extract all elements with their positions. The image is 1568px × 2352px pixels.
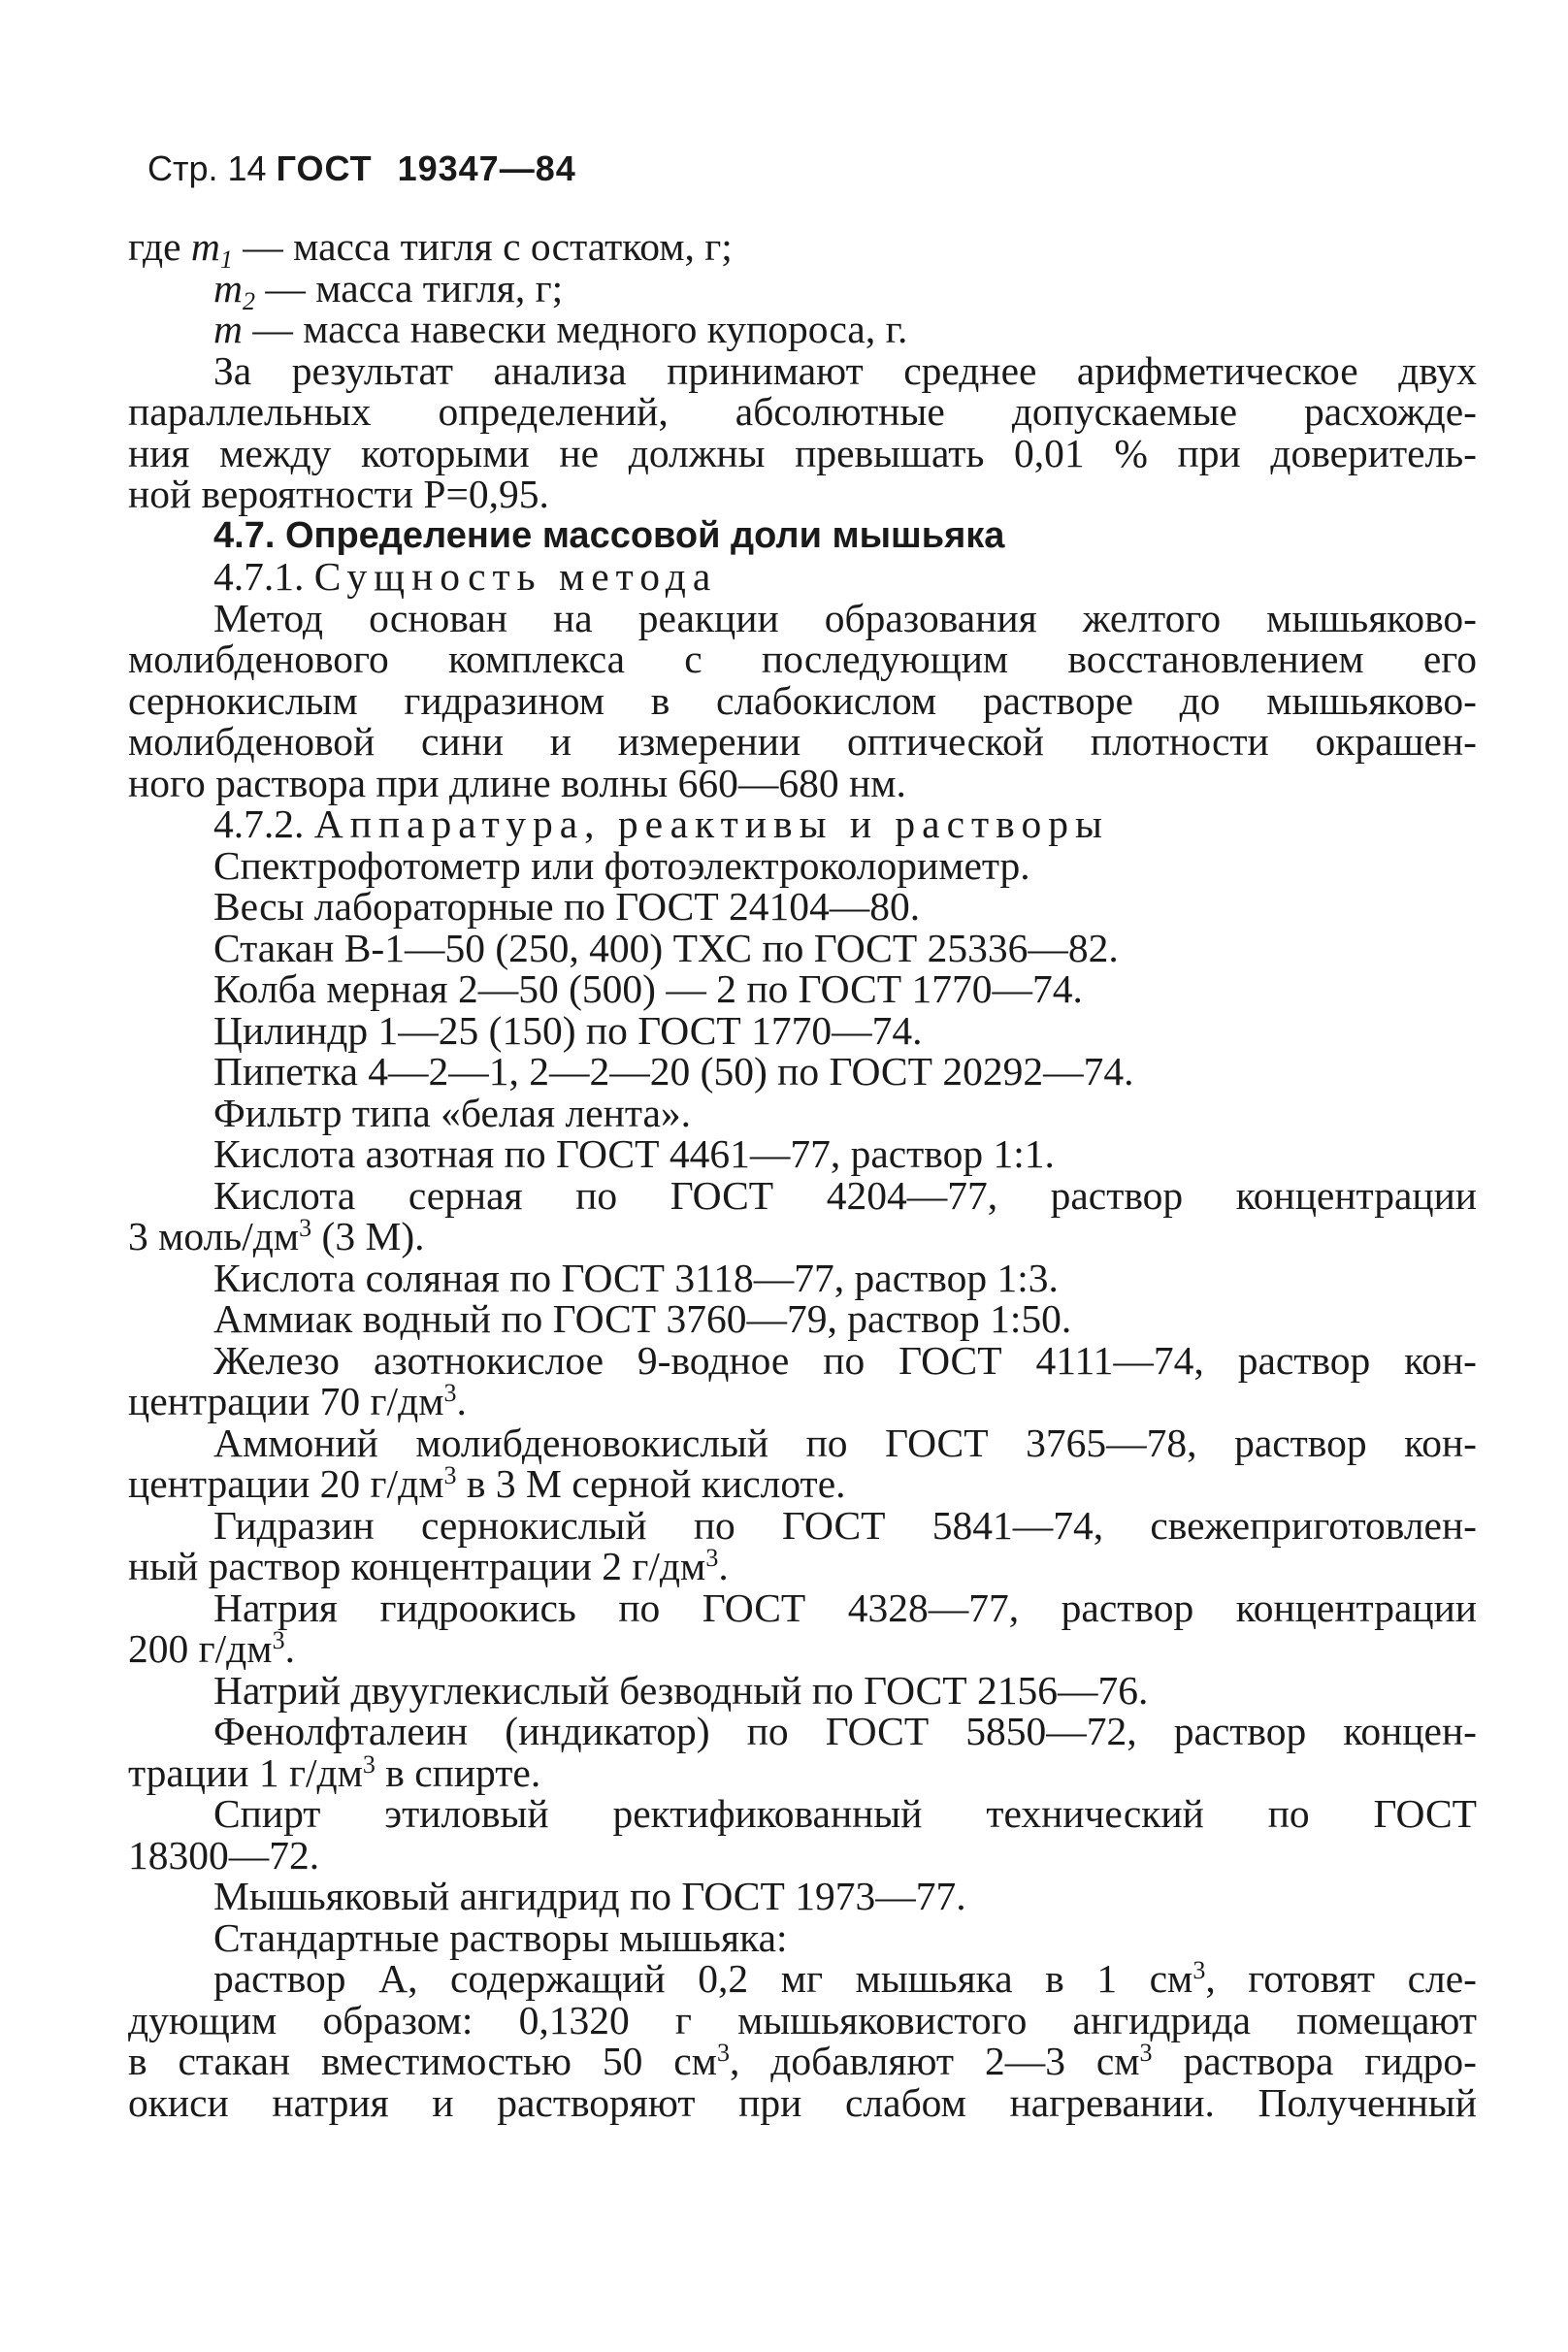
page-body	[128, 226, 1477, 2123]
method-line-4: молибденовой сини и измерении оптической плотности окрашен-	[128, 719, 1477, 764]
section-heading-4-7-1: 4.7.1. Сущность метода	[213, 554, 718, 599]
equipment-item: Фильтр типа «белая лента».	[213, 1090, 692, 1135]
standard-solutions-heading: Стандартные растворы мышьяка:	[213, 1914, 788, 1960]
reagent-naoh-line-2: 200 $г/дм^3$.	[128, 1626, 295, 1671]
reagent-molybdate-line-1: Аммоний молибденовокислый по ГОСТ 3765—78, раствор кон-	[213, 1420, 1477, 1465]
result-line-3: ния между которыми не должны превышать 0,01 % при доверитель-	[128, 430, 1477, 475]
equipment-item: Спектрофотометр или фотоэлектроколориметр.	[213, 842, 1030, 888]
reagent-naoh-line-1: Натрия гидроокись по ГОСТ 4328—77, раствор концентрации	[213, 1584, 1477, 1630]
result-line-4: ной вероятности P=0,95.	[128, 472, 549, 516]
result-line-1: За результат анализа принимают среднее арифметическое двух	[213, 347, 1477, 393]
reagent-phenolphthalein-line-1: Фенолфталеин (индикатор) по ГОСТ 5850—72, раствор концен-	[213, 1709, 1477, 1753]
solution-a-line-1: раствор А, содержащий 0,2 мг мышьяка в 1 $см^3$, готовят сле-	[213, 1956, 1477, 2001]
reagent-ethanol-line-1: Спирт этиловый ректификованный технический по ГОСТ	[213, 1791, 1477, 1836]
page-header	[147, 147, 576, 190]
standard-number: 19347—84	[397, 148, 576, 188]
standard-label: ГОСТ	[276, 148, 373, 188]
equipment-item: Стакан В-1—50 (250, 400) ТХС по ГОСТ 25336—82.	[213, 925, 1119, 970]
where-line-m2: $m_2$ — масса тигля, г;	[213, 265, 564, 315]
solution-a-line-2: дующим образом: 0,1320 г мышьяковистого ангидрида помещают	[128, 1997, 1477, 2042]
equipment-item: Пипетка 4—2—1, 2—2—20 (50) по ГОСТ 20292—74.	[213, 1049, 1134, 1094]
section-heading-4-7-2: 4.7.2. Аппаратура, реактивы и растворы	[213, 801, 1109, 846]
equipment-item: Цилиндр 1—25 (150) по ГОСТ 1770—74.	[213, 1007, 923, 1053]
reagent-arsenic-anhydride: Мышьяковый ангидрид по ГОСТ 1973—77.	[213, 1874, 966, 1918]
reagent-ammonia: Аммиак водный по ГОСТ 3760—79, раствор 1:50.	[213, 1296, 1072, 1341]
reagent-hydrazine-line-2: ный раствор концентрации 2 $г/дм^3$.	[128, 1544, 729, 1588]
reagent-sulfuric-line-1: Кислота серная по ГОСТ 4204—77, раствор концентрации	[213, 1172, 1477, 1218]
method-line-5: ного раствора при длине волны 660—680 нм.	[128, 760, 906, 805]
equipment-item: Весы лабораторные по ГОСТ 24104—80.	[213, 884, 921, 929]
result-line-2: параллельных определений, абсолютные допускаемые расхожде-	[128, 389, 1477, 434]
reagent-sulfuric-line-2: 3 моль/$дм^3$ (3 М).	[128, 1214, 425, 1258]
equipment-item: Кислота азотная по ГОСТ 4461—77, раствор 1:1.	[213, 1131, 1055, 1176]
reagent-molybdate-line-2: центрации 20 $г/дм^3$ в 3 М серной кислоте.	[128, 1461, 846, 1506]
reagent-iron-line-1: Железо азотнокислое 9-водное по ГОСТ 4111—74, раствор кон-	[213, 1337, 1477, 1383]
where-line-m: m — масса навески медного купороса, г.	[213, 307, 908, 351]
reagent-iron-line-2: центрации 70 $г/дм^3$.	[128, 1379, 467, 1423]
method-line-1: Метод основан на реакции образования желтого мышьяково-	[213, 595, 1477, 640]
solution-a-line-4: окиси натрия и растворяют при слабом нагревании. Полученный	[128, 2079, 1477, 2125]
where-line-m1: где $m_1$ — масса тигля с остатком, г;	[128, 224, 733, 274]
variable-m: m	[213, 307, 243, 351]
section-heading-4-7: 4.7. Определение массовой доли мышьяка	[213, 514, 1005, 556]
equipment-item: Колба мерная 2—50 (500) — 2 по ГОСТ 1770—74.	[213, 966, 1083, 1011]
method-line-2: молибденового комплекса с последующим восстановлением его	[128, 637, 1477, 681]
reagent-bicarbonate: Натрий двууглекислый безводный по ГОСТ 2156—76.	[213, 1667, 1149, 1713]
page-number: Стр. 14	[147, 148, 267, 188]
solution-a-line-3: в стакан вместимостью 50 $см^3$, добавляют 2—3 $см^3$ раствора гидро-	[128, 2039, 1477, 2083]
reagent-hydrochloric: Кислота соляная по ГОСТ 3118—77, раствор 1:3.	[213, 1255, 1059, 1300]
reagent-hydrazine-line-1: Гидразин сернокислый по ГОСТ 5841—74, свежеприготовлен-	[213, 1502, 1477, 1548]
method-line-3: сернокислым гидразином в слабокислом растворе до мышьяково-	[128, 677, 1477, 723]
reagent-ethanol-line-2: 18300—72.	[128, 1832, 320, 1878]
reagent-phenolphthalein-line-2: трации 1 $г/дм^3$ в спирте.	[128, 1749, 541, 1795]
variable-m1: $m_1$	[190, 224, 233, 274]
variable-m2: $m_2$	[213, 265, 255, 315]
